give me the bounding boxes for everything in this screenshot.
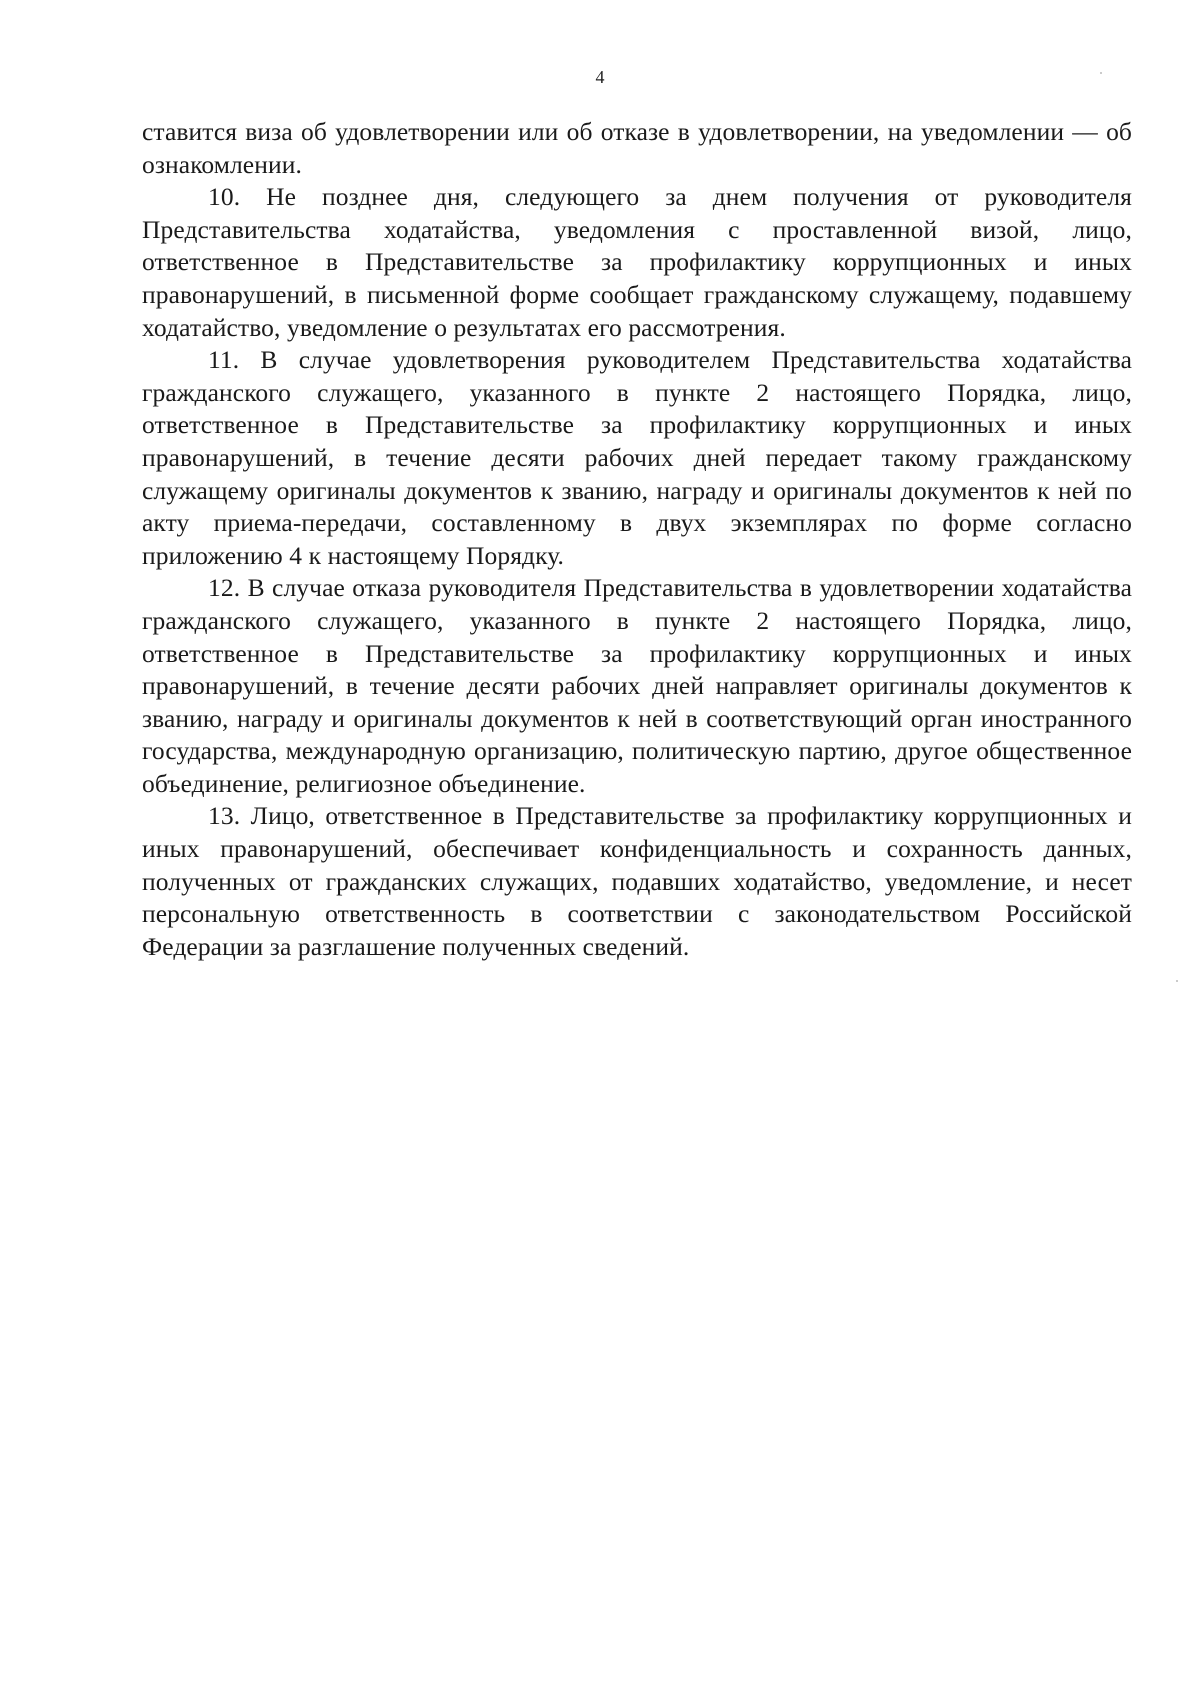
paragraph-10: 10. Не позднее дня, следующего за днем получения от руководителя Представительства ходатайства, уведомления с проставленной визой, лицо, ответственное в Представительстве за профилактику коррупционных и иных правонарушений, в письменной форме сообщает гражданскому служащему, подавшему ходатайство, уведомление о результатах его рассмотрения. — [142, 182, 1132, 342]
paragraph-continuation: ставится виза об удовлетворении или об отказе в удовлетворении, на уведомлении — об ознакомлении. — [142, 117, 1132, 179]
scan-speck — [1100, 72, 1102, 74]
paragraph-12: 12. В случае отказа руководителя Представительства в удовлетворении ходатайства гражданского служащего, указанного в пункте 2 настоящего Порядка, лицо, ответственное в Представительстве за профилактику коррупционных и иных правонарушений, в течение десяти рабочих дней направляет оригиналы документов к званию, награду и оригиналы документов к ней в соответствующий орган иностранного государства, международную организацию, политическую партию, другое общественное объединение, религиозное объединение. — [142, 573, 1132, 798]
document-body — [142, 116, 1132, 963]
scan-speck — [1176, 980, 1178, 982]
paragraph-11: 11. В случае удовлетворения руководителем Представительства ходатайства гражданского служащего, указанного в пункте 2 настоящего Порядка, лицо, ответственное в Представительстве за профилактику коррупционных и иных правонарушений, в течение десяти рабочих дней передает такому гражданскому служащему оригиналы документов к званию, награду и оригиналы документов к ней по акту приема-передачи, составленному в двух экземплярах по форме согласно приложению 4 к настоящему Порядку. — [142, 345, 1132, 570]
paragraph-13: 13. Лицо, ответственное в Представительстве за профилактику коррупционных и иных правонарушений, обеспечивает конфиденциальность и сохранность данных, полученных от гражданских служащих, подавших ходатайство, уведомление, и несет персональную ответственность в соответствии с законодательством Российской Федерации за разглашение полученных сведений. — [142, 801, 1132, 961]
page-number: 4 — [595, 67, 605, 87]
